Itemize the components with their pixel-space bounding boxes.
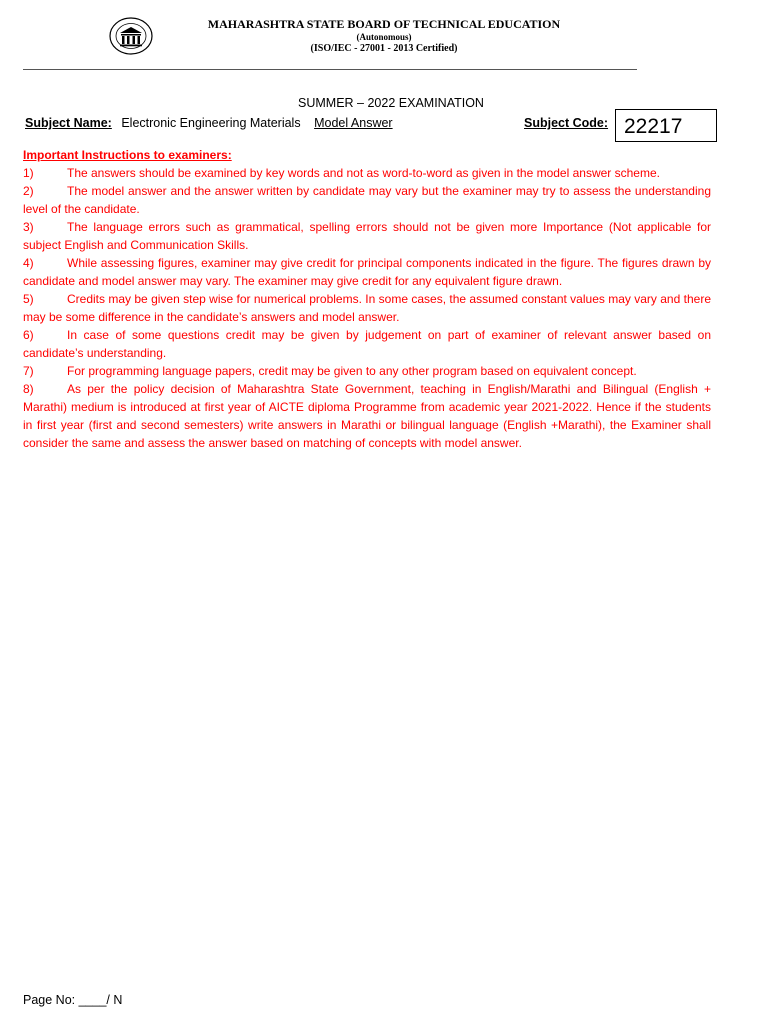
page-number: Page No: ____/ N	[23, 993, 123, 1007]
exam-title: SUMMER – 2022 EXAMINATION	[298, 96, 484, 110]
instruction-number: 5)	[23, 292, 34, 306]
instruction-text: While assessing figures, examiner may give credit for principal components indicated in the figure. The figures drawn by candidate and model answer may vary. The examiner may give credit for any equivalent figure drawn.	[23, 256, 711, 288]
subject-code-box: 22217	[615, 109, 717, 142]
instruction-number: 2)	[23, 184, 34, 198]
instruction-item	[23, 164, 711, 182]
subject-name-label: Subject Name:	[25, 116, 112, 130]
model-answer-label: Model Answer	[314, 116, 393, 130]
instruction-item	[23, 362, 711, 380]
board-certification: (ISO/IEC - 27001 - 2013 Certified)	[310, 43, 458, 55]
board-header	[160, 17, 608, 56]
subject-name: Electronic Engineering Materials	[121, 116, 301, 130]
instruction-item	[23, 290, 711, 326]
instruction-text: In case of some questions credit may be given by judgement on part of examiner of relevant answer based on candidate’s understanding.	[23, 328, 711, 360]
instruction-number: 7)	[23, 364, 34, 378]
instruction-number: 1)	[23, 166, 34, 180]
instruction-item	[23, 254, 711, 290]
instruction-item	[23, 380, 711, 452]
instruction-text: Credits may be given step wise for numerical problems. In some cases, the assumed constant values may vary and there may be some difference in the candidate’s answers and model answer.	[23, 292, 711, 324]
instruction-number: 3)	[23, 220, 34, 234]
instruction-text: The answers should be examined by key words and not as word-to-word as given in the model answer scheme.	[67, 166, 660, 180]
instruction-text: The language errors such as grammatical, spelling errors should not be given more Importance (Not applicable for subject English and Communication Skills.	[23, 220, 711, 252]
instruction-text: For programming language papers, credit may be given to any other program based on equivalent concept.	[67, 364, 637, 378]
subject-line	[25, 116, 393, 130]
instruction-item	[23, 218, 711, 254]
instruction-number: 6)	[23, 328, 34, 342]
subject-code-label: Subject Code:	[524, 116, 609, 130]
board-name: MAHARASHTRA STATE BOARD OF TECHNICAL EDUCATION	[207, 17, 561, 31]
instruction-number: 4)	[23, 256, 34, 270]
msbte-logo-icon	[108, 16, 154, 56]
instruction-text: The model answer and the answer written by candidate may vary but the examiner may try to assess the understanding level of the candidate.	[23, 184, 711, 216]
header-divider	[23, 69, 637, 70]
instruction-item	[23, 326, 711, 362]
instruction-text: As per the policy decision of Maharashtra State Government, teaching in English/Marathi and Bilingual (English + Marathi) medium is introduced at first year of AICTE diploma Programme from academic year 2021-2022. Hence if the students in first year (first and second semesters) write answers in Marathi or bilingual language (English +Marathi), the Examiner shall consider the same and assess the answer based on matching of concepts with model answer.	[23, 382, 711, 450]
instructions-heading: Important Instructions to examiners:	[23, 148, 232, 162]
board-autonomous: (Autonomous)	[356, 32, 412, 42]
instruction-number: 8)	[23, 382, 34, 396]
instruction-item	[23, 182, 711, 218]
instructions-section	[23, 146, 711, 452]
